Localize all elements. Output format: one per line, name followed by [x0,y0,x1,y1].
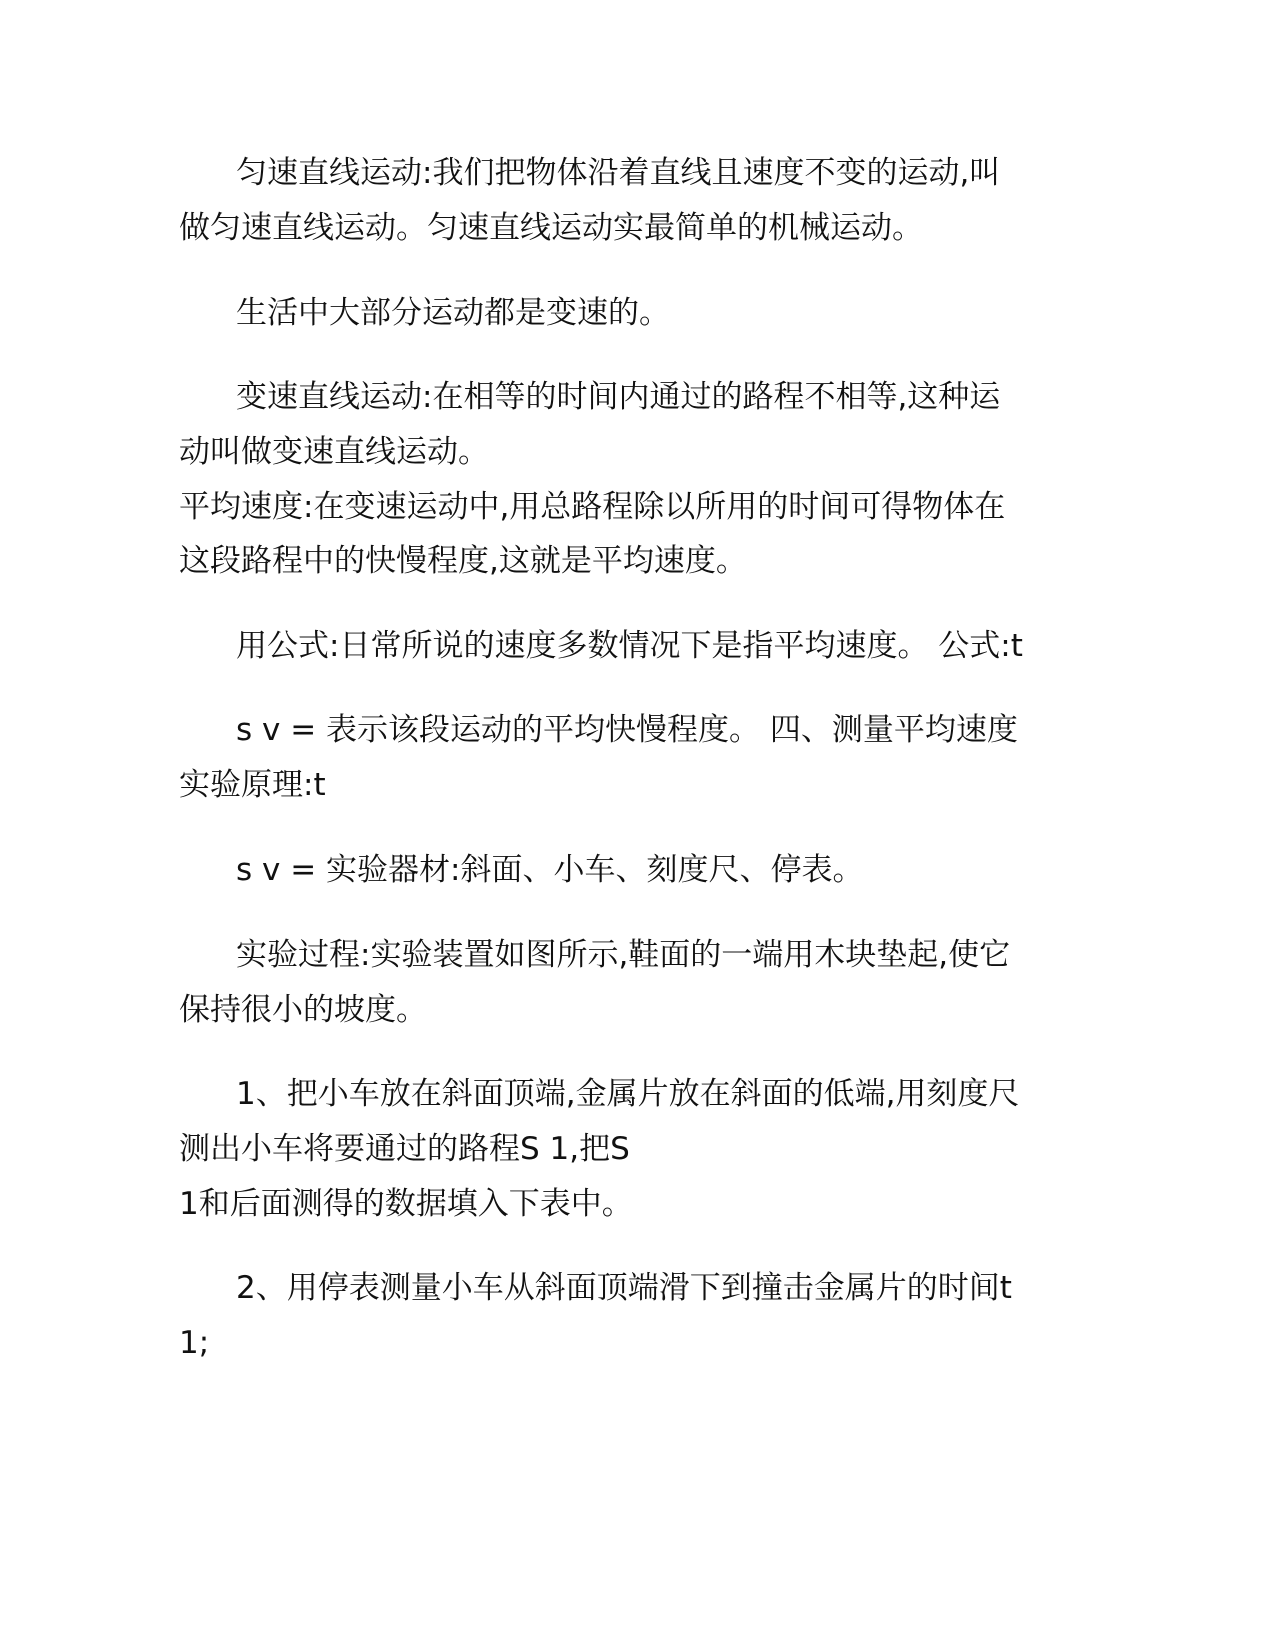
text-line: 实验过程:实验装置如图所示,鞋面的一端用木块垫起,使它 [236,937,1011,973]
text-line: 生活中大部分运动都是变速的。 [236,295,670,331]
text-line: 实验原理:t [179,767,326,803]
text-line: 平均速度:在变速运动中,用总路程除以所用的时间可得物体在 [179,489,1006,525]
text-line: 2、用停表测量小车从斜面顶端滑下到撞击金属片的时间t [236,1270,1012,1306]
text-line: 这段路程中的快慢程度,这就是平均速度。 [179,543,747,579]
text-line: 变速直线运动:在相等的时间内通过的路程不相等,这种运 [236,379,1001,415]
text-line: 动叫做变速直线运动。 [179,434,489,470]
text-line: 测出小车将要通过的路程S 1,把S [179,1131,630,1167]
text-line: 匀速直线运动:我们把物体沿着直线且速度不变的运动,叫 [236,155,1001,191]
text-line: 1和后面测得的数据填入下表中。 [179,1186,633,1222]
text-line: 用公式:日常所说的速度多数情况下是指平均速度。 公式:t [236,628,1023,664]
text-line: 1、把小车放在斜面顶端,金属片放在斜面的低端,用刻度尺 [236,1076,1020,1112]
text-line: 保持很小的坡度。 [179,992,427,1028]
text-line: s v = 实验器材:斜面、小车、刻度尺、停表。 [236,852,864,888]
text-line: 做匀速直线运动。匀速直线运动实最简单的机械运动。 [179,210,923,246]
text-line: s v = 表示该段运动的平均快慢程度。 四、测量平均速度 [236,712,1018,748]
text-line: 1; [179,1325,210,1361]
